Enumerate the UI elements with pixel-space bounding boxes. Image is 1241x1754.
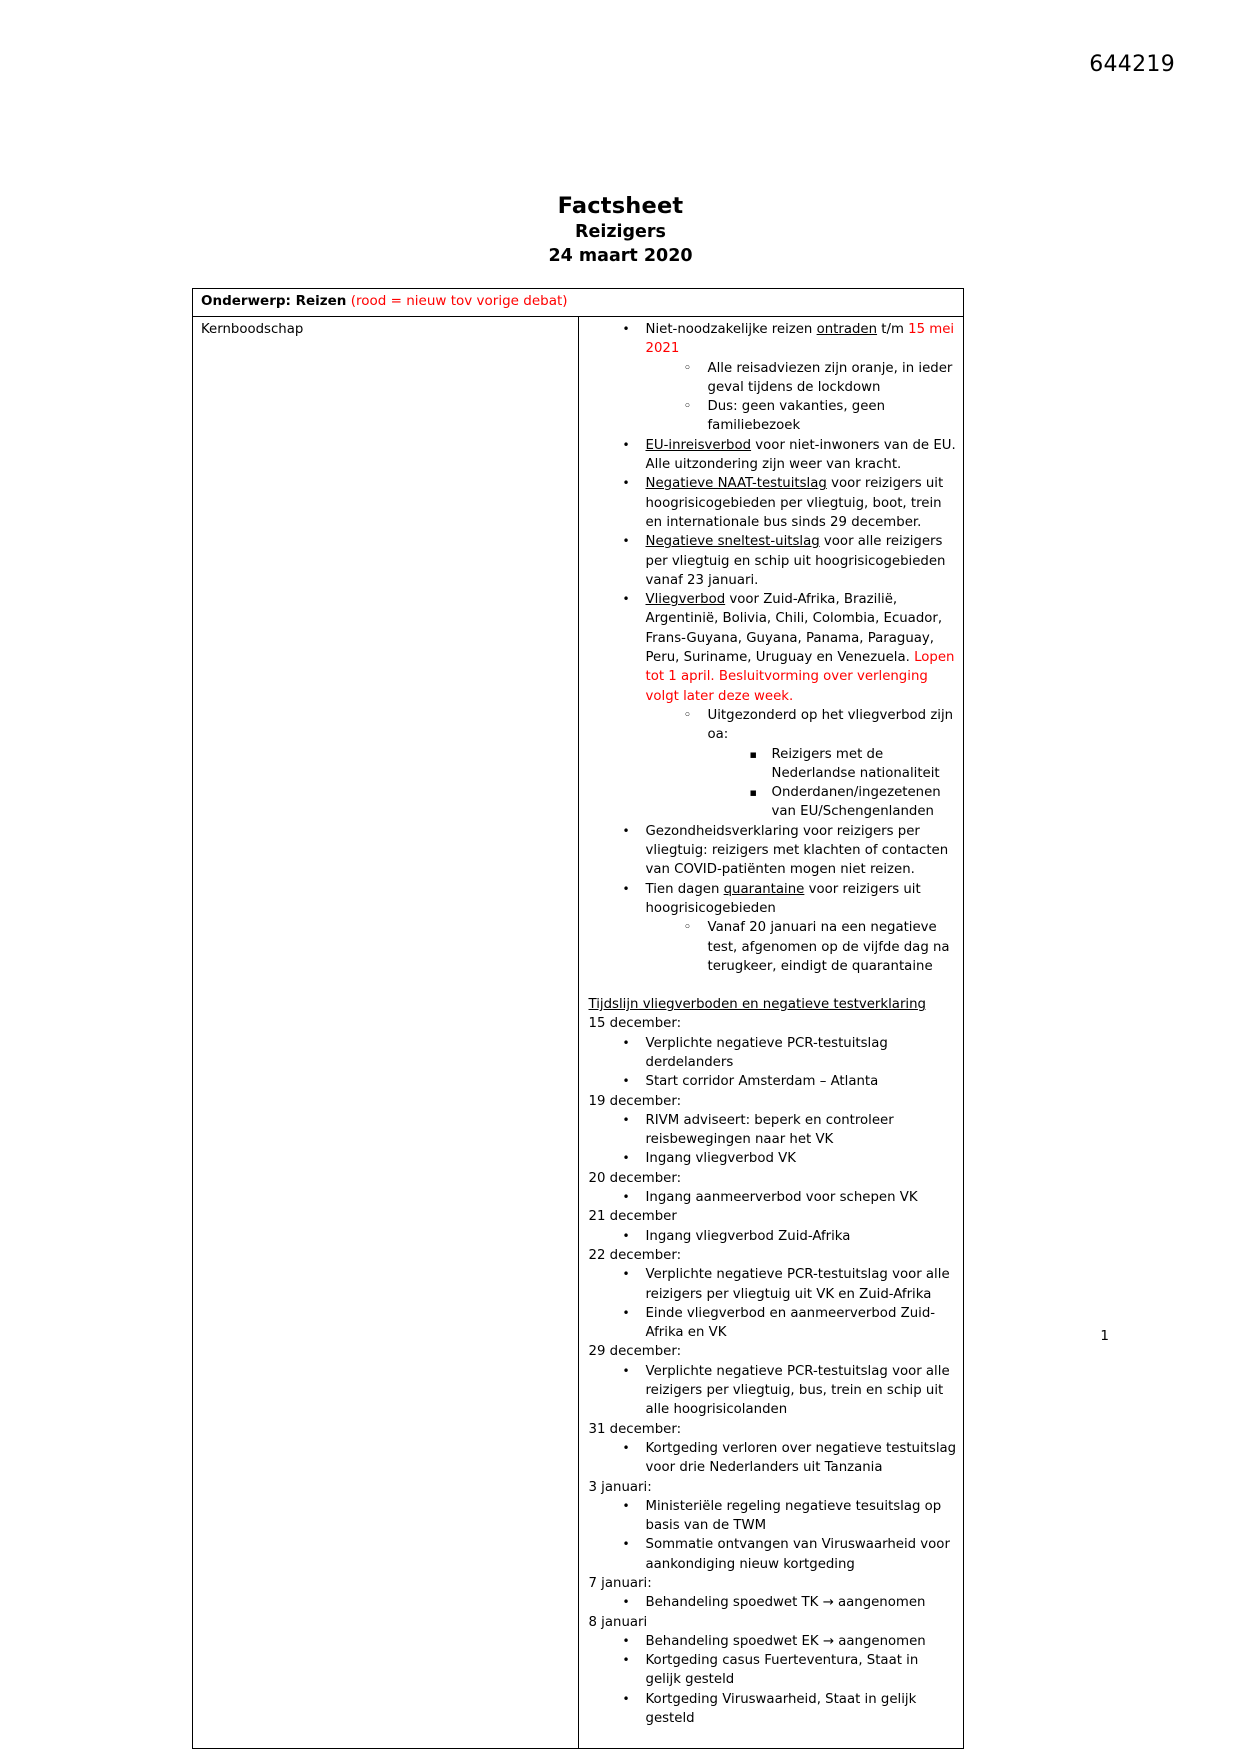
text-segment: Alle reisadviezen zijn oranje, in ieder geval tijdens de lockdown xyxy=(707,360,953,395)
factsheet-table xyxy=(192,288,964,1749)
cell-bottom-spacer xyxy=(587,1728,958,1742)
timeline-item xyxy=(587,1439,958,1478)
subject-note: (rood = nieuw tov vorige debat) xyxy=(350,293,568,309)
text-segment: Reizigers met de Nederlandse nationaliteit xyxy=(771,746,940,781)
list-item-text xyxy=(708,706,958,745)
list-item-text xyxy=(708,397,958,436)
timeline-date: 15 december: xyxy=(588,1016,682,1032)
timeline-item xyxy=(587,1593,958,1612)
timeline-item xyxy=(587,1497,958,1536)
timeline-item-list xyxy=(587,1632,958,1728)
timeline-item-text: • RIVM adviseert: beperk en controleer reisbewegingen naar het VK xyxy=(646,1111,958,1150)
timeline-item xyxy=(587,1690,958,1729)
text-segment: Gezondheidsverklaring voor reizigers per vliegtuig: reizigers met klachten of contacten van COVID-patiënten mogen niet reizen. xyxy=(645,823,949,878)
row-body-cell xyxy=(578,317,964,1749)
timeline-item-text: • Kortgeding casus Fuerteventura, Staat in gelijk gesteld xyxy=(646,1651,958,1690)
list-item xyxy=(587,880,958,976)
timeline-item xyxy=(587,1111,958,1150)
timeline-date: 29 december: xyxy=(588,1344,682,1360)
list-item xyxy=(708,783,958,822)
timeline-item-text: • Start corridor Amsterdam – Atlanta xyxy=(646,1072,958,1091)
bullet-list-level-2 xyxy=(646,918,958,976)
timeline-item-list xyxy=(587,1227,958,1246)
list-item-text xyxy=(646,320,958,359)
list-item xyxy=(646,918,958,976)
list-item xyxy=(587,822,958,880)
timeline-item xyxy=(587,1149,958,1168)
timeline-date: 20 december: xyxy=(588,1170,682,1186)
timeline-item-text: • Behandeling spoedwet TK → aangenomen xyxy=(646,1593,958,1612)
timeline-date: 7 januari: xyxy=(588,1576,652,1591)
timeline-item-list xyxy=(587,1034,958,1092)
timeline-item xyxy=(587,1265,958,1304)
timeline-date: 8 januari xyxy=(588,1614,648,1630)
list-item xyxy=(587,474,958,532)
list-item xyxy=(646,706,958,822)
timeline-item xyxy=(587,1034,958,1073)
timeline-date: 22 december: xyxy=(588,1247,682,1263)
subject-header-cell xyxy=(193,289,964,317)
subject-label: Onderwerp: Reizen xyxy=(201,293,347,309)
table-header-row xyxy=(193,289,964,317)
timeline-item xyxy=(587,1651,958,1690)
timeline-item-list xyxy=(587,1593,958,1612)
timeline-item-list xyxy=(587,1362,958,1420)
document-number: 644219 xyxy=(1089,52,1175,77)
text-segment: voor reizigers uit hoogrisicogebieden per vliegtuig, boot, trein en internationale bus sinds 29 december. xyxy=(645,476,944,530)
timeline-item xyxy=(587,1362,958,1420)
timeline-item-list xyxy=(587,1188,958,1207)
timeline-date: 31 december: xyxy=(588,1421,682,1437)
list-item-text xyxy=(646,436,958,475)
highlighted-text: 15 mei 2021 xyxy=(645,322,955,357)
timeline-item-text: • Behandeling spoedwet EK → aangenomen xyxy=(646,1632,958,1651)
page-title: Factsheet xyxy=(557,193,684,219)
timeline-item-list xyxy=(587,1265,958,1342)
list-item xyxy=(587,320,958,436)
text-segment: voor alle reizigers per vliegtuig en schip uit hoogrisicogebieden vanaf 23 januari. xyxy=(645,534,946,588)
timeline-item xyxy=(587,1304,958,1343)
underlined-term: Negatieve sneltest-uitslag xyxy=(645,534,820,550)
timeline-item xyxy=(587,1535,958,1574)
list-item-text xyxy=(646,474,958,532)
underlined-term: Negatieve NAAT-testuitslag xyxy=(645,476,827,492)
text-segment: voor Zuid-Afrika, Brazilië, Argentinië, Bolivia, Chili, Colombia, Ecuador, Frans-Guyana, Guyana, Panama, Paraguay, Peru, Suriname, Uruguay en Venezuela. xyxy=(645,592,943,666)
text-segment: Dus: geen vakanties, geen familiebezoek xyxy=(707,399,886,434)
text-segment: Niet-noodzakelijke reizen xyxy=(645,322,817,337)
text-segment: Vanaf 20 januari na een negatieve test, afgenomen op de vijfde dag na terugkeer, eindigt de quarantaine xyxy=(707,920,950,974)
list-item-text xyxy=(646,880,958,919)
list-item xyxy=(587,436,958,475)
timeline-item xyxy=(587,1188,958,1207)
timeline-item xyxy=(587,1227,958,1246)
timeline-item xyxy=(587,1632,958,1651)
list-item-text xyxy=(646,822,958,880)
text-segment: Onderdanen/ingezetenen van EU/Schengenlanden xyxy=(771,785,941,820)
underlined-term: Vliegverbod xyxy=(645,592,726,608)
list-item-text xyxy=(646,532,958,590)
timeline-item-text: • Kortgeding Viruswaarheid, Staat in gelijk gesteld xyxy=(646,1690,958,1729)
underlined-term: EU-inreisverbod xyxy=(645,437,752,453)
list-item-text xyxy=(708,918,958,976)
list-item-text xyxy=(708,359,958,398)
timeline-item-list xyxy=(587,1497,958,1574)
timeline-list xyxy=(587,1014,958,1728)
title-block xyxy=(0,192,1241,268)
list-item-text xyxy=(772,745,958,784)
row-label-cell: Kernboodschap xyxy=(193,317,579,1749)
highlighted-text: Lopen tot 1 april. Besluitvorming over verlenging volgt later deze week. xyxy=(645,650,955,704)
timeline-item-list xyxy=(587,1111,958,1169)
timeline-date: 21 december xyxy=(588,1209,677,1225)
page-number: 1 xyxy=(1100,1328,1109,1344)
key-message-list xyxy=(587,320,958,976)
list-item xyxy=(587,532,958,590)
text-segment: voor niet-inwoners van de EU. Alle uitzondering zijn weer van kracht. xyxy=(645,437,956,473)
list-item xyxy=(708,745,958,784)
bullet-list-level-2 xyxy=(646,359,958,436)
underlined-term: quarantaine xyxy=(723,881,805,897)
timeline-item-text: • Einde vliegverbod en aanmeerverbod Zuid-Afrika en VK xyxy=(646,1304,958,1343)
timeline-item-text: • Verplichte negatieve PCR-testuitslag voor alle reizigers per vliegtuig uit VK en Zuid-Afrika xyxy=(646,1265,958,1304)
timeline-item-text: • Sommatie ontvangen van Viruswaarheid voor aankondiging nieuw kortgeding xyxy=(646,1535,958,1574)
list-item xyxy=(646,359,958,398)
bullet-list-level-3 xyxy=(708,745,958,822)
timeline-item-text: • Ingang vliegverbod Zuid-Afrika xyxy=(646,1227,958,1246)
timeline-item-text: • Verplichte negatieve PCR-testuitslag derdelanders xyxy=(646,1034,958,1073)
list-item xyxy=(646,397,958,436)
timeline-item xyxy=(587,1072,958,1091)
timeline-item-text: • Ingang aanmeerverbod voor schepen VK xyxy=(646,1188,958,1207)
page-date: 24 maart 2020 xyxy=(548,246,693,266)
text-segment: Uitgezonderd op het vliegverbod zijn oa: xyxy=(707,707,954,743)
timeline-item-text: • Ministeriële regeling negatieve tesuitslag op basis van de TWM xyxy=(646,1497,958,1536)
text-segment: voor reizigers uit hoogrisicogebieden xyxy=(645,881,921,916)
bullet-list-level-2 xyxy=(646,706,958,822)
timeline-heading: Tijdslijn vliegverboden en negatieve testverklaring xyxy=(588,997,926,1013)
page-subtitle: Reizigers xyxy=(575,222,666,242)
timeline-date: 19 december: xyxy=(588,1093,682,1109)
timeline-item-list xyxy=(587,1439,958,1478)
list-item-text xyxy=(646,590,958,706)
timeline-item-text: • Kortgeding verloren over negatieve testuitslag voor drie Nederlanders uit Tanzania xyxy=(646,1439,958,1478)
underlined-term: ontraden xyxy=(816,322,878,337)
text-segment: t/m xyxy=(877,322,909,337)
table-row xyxy=(193,317,964,1749)
timeline-item-text: • Ingang vliegverbod VK xyxy=(646,1149,958,1168)
timeline-item-text: • Verplichte negatieve PCR-testuitslag voor alle reizigers per vliegtuig, bus, trein en schip uit alle hoogrisicolanden xyxy=(646,1362,958,1420)
timeline-date: 3 januari: xyxy=(588,1479,652,1495)
list-item xyxy=(587,590,958,822)
list-item-text xyxy=(772,783,958,822)
text-segment: Tien dagen xyxy=(645,881,724,897)
